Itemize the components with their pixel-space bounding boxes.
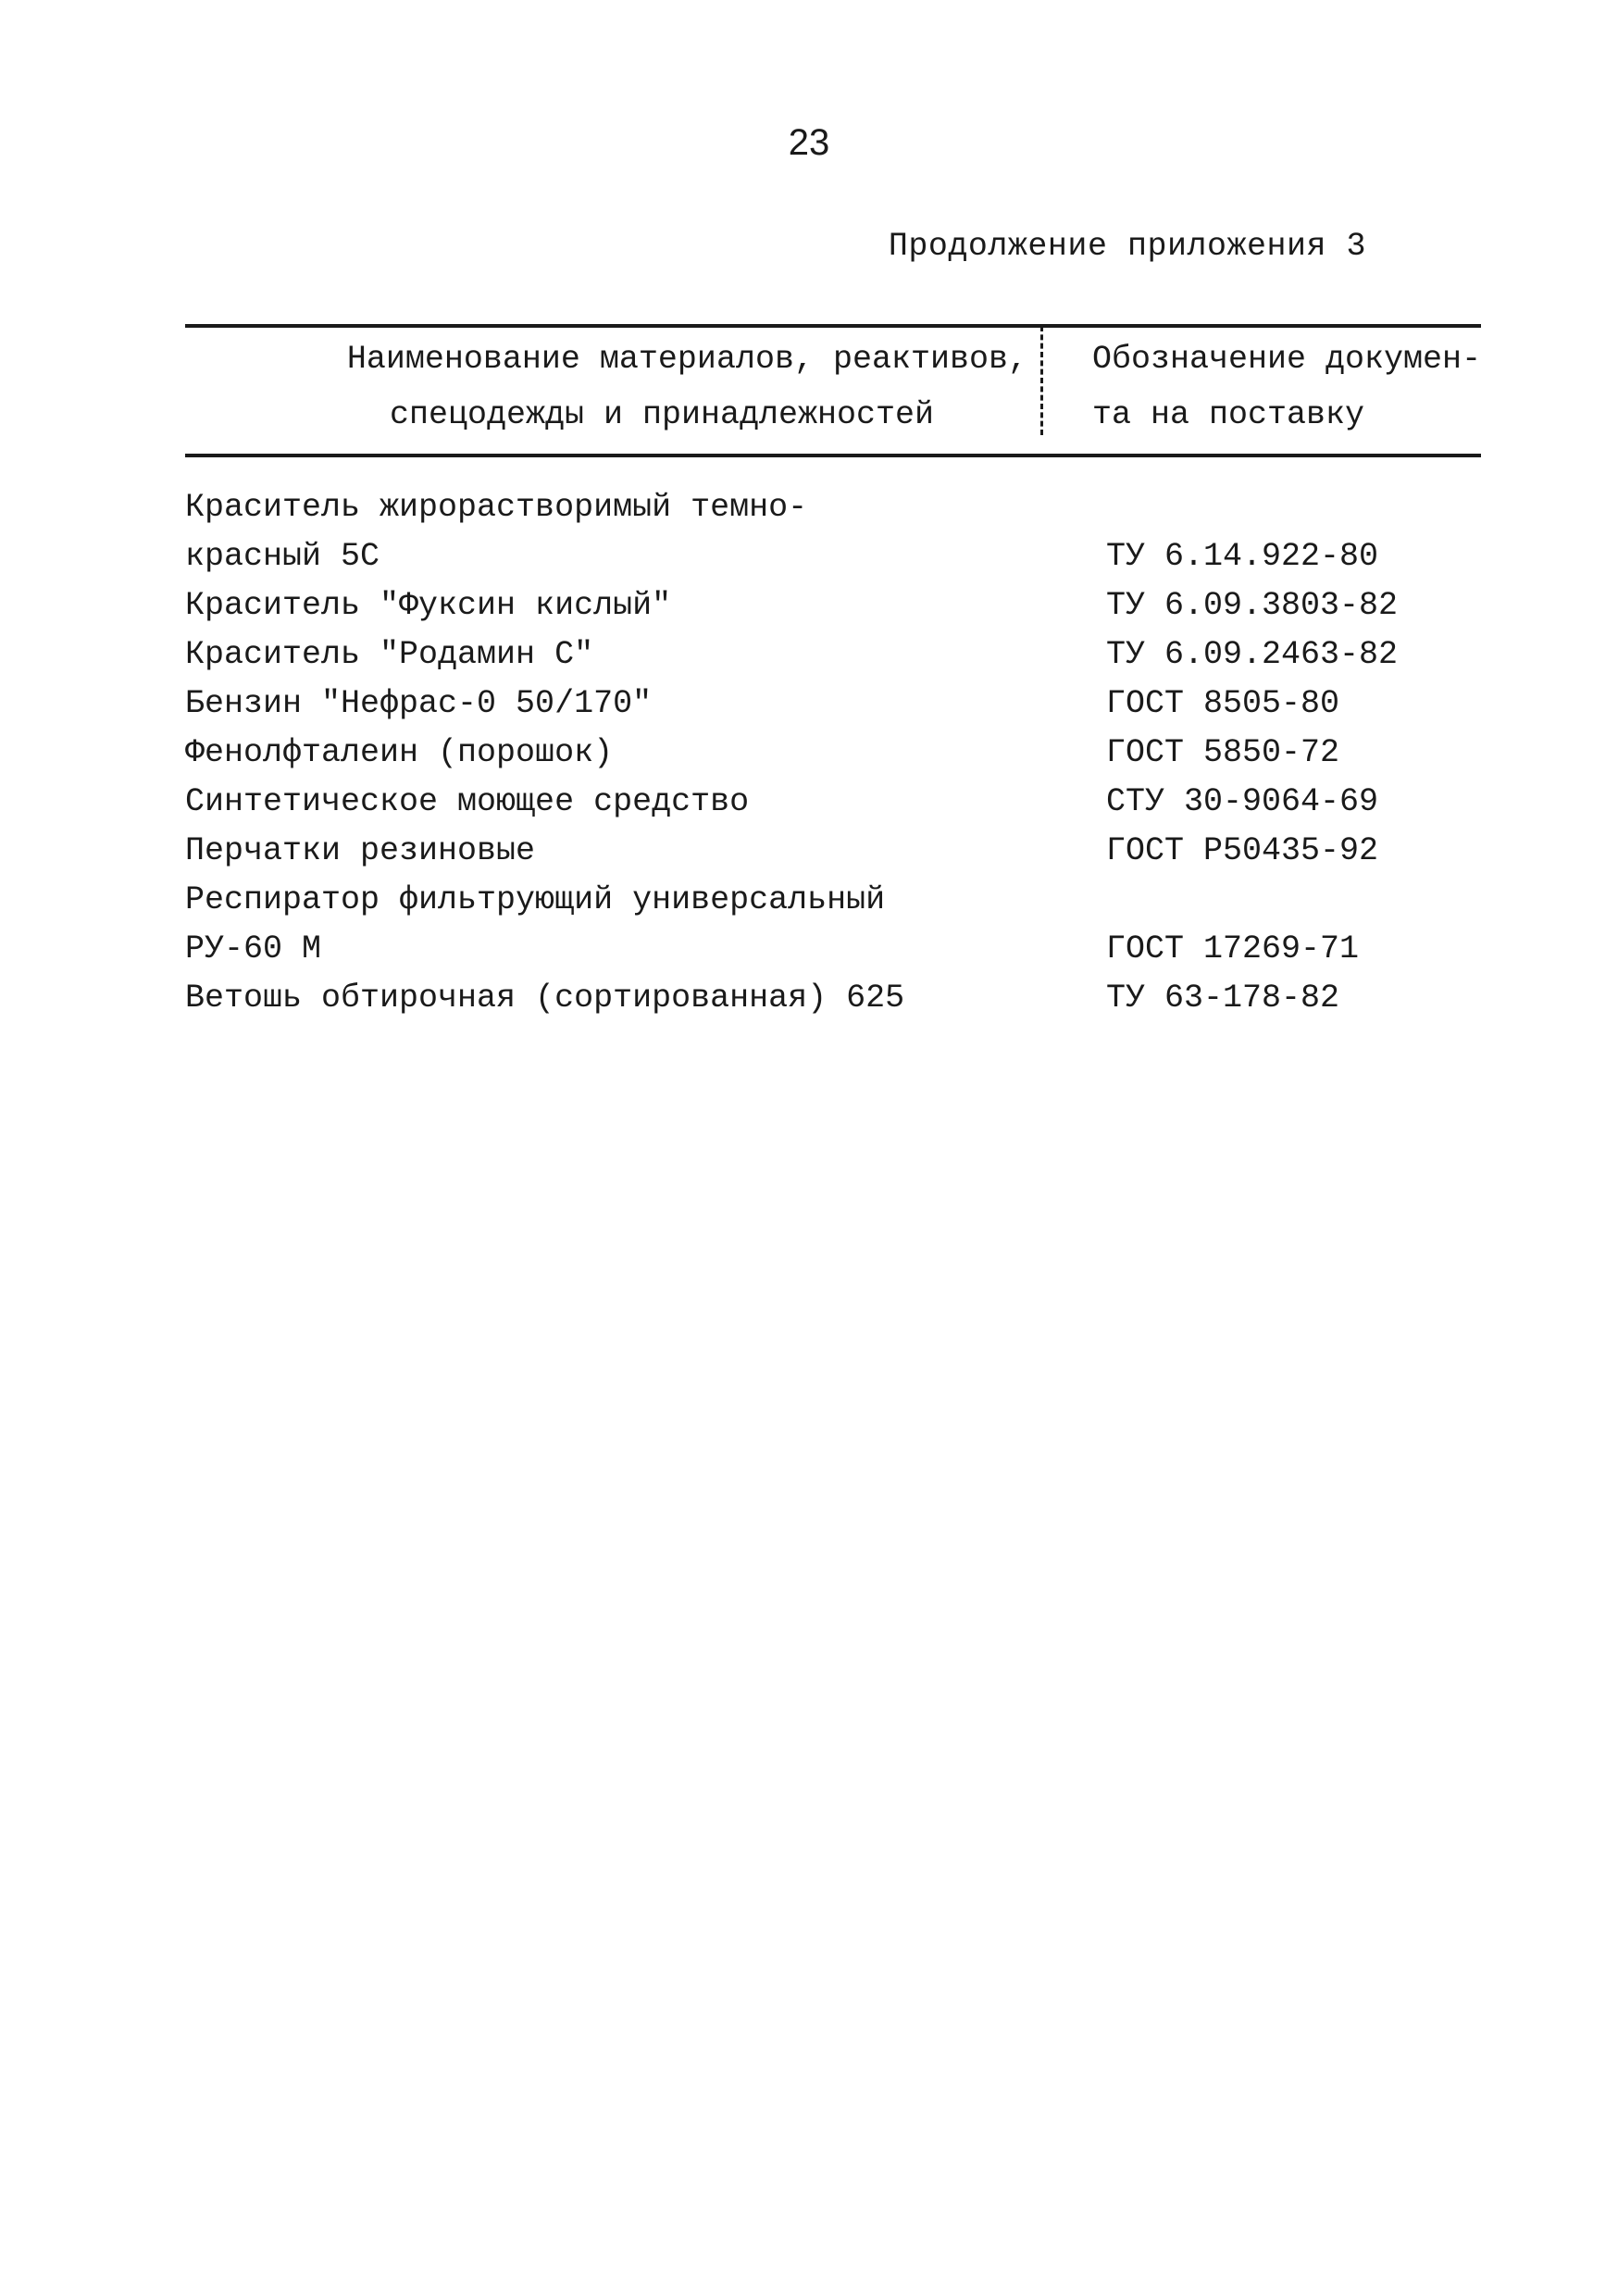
table-row: [185, 778, 1481, 827]
table-top-rule: [185, 324, 1481, 328]
material-name: Краситель жирорастворимый темно-: [185, 489, 808, 526]
table-row: [185, 581, 1481, 630]
page-number: 23: [788, 122, 830, 163]
continuation-title: Продолжение приложения 3: [888, 228, 1366, 265]
material-name: Синтетическое моющее средство: [185, 783, 750, 820]
material-name: Краситель "Родамин С": [185, 636, 594, 673]
table-row: [185, 483, 1481, 532]
material-name: Респиратор фильтрующий универсальный: [185, 881, 886, 918]
header-document-line2: та на поставку: [1092, 396, 1365, 433]
material-name: РУ-60 М: [185, 930, 322, 967]
table-row: [185, 729, 1481, 778]
document-ref: ГОСТ 5850-72: [1106, 734, 1340, 771]
column-separator: [1040, 326, 1043, 435]
material-name: красный 5С: [185, 538, 380, 575]
table-header-rule: [185, 454, 1481, 457]
table-row: [185, 532, 1481, 581]
header-materials: [185, 331, 1027, 443]
document-ref: ГОСТ 17269-71: [1106, 930, 1360, 967]
header-materials-line1: Наименование материалов, реактивов,: [346, 341, 1027, 378]
table-row: [185, 974, 1481, 1023]
document-ref: ГОСТ 8505-80: [1106, 685, 1340, 722]
document-ref: ТУ 6.14.922-80: [1106, 538, 1379, 575]
material-name: Ветошь обтирочная (сортированная) 625: [185, 980, 905, 1017]
material-name: Бензин "Нефрас-0 50/170": [185, 685, 653, 722]
document-ref: СТУ 30-9064-69: [1106, 783, 1379, 820]
material-name: Перчатки резиновые: [185, 832, 536, 869]
material-name: Фенолфталеин (порошок): [185, 734, 614, 771]
header-document: [1092, 331, 1481, 443]
document-ref: ТУ 63-178-82: [1106, 980, 1340, 1017]
document-ref: ТУ 6.09.3803-82: [1106, 587, 1399, 624]
table-row: [185, 827, 1481, 876]
table-row: [185, 876, 1481, 925]
table-row: [185, 925, 1481, 974]
document-ref: ГОСТ Р50435-92: [1106, 832, 1379, 869]
table-body: [185, 483, 1481, 1023]
table-row: [185, 680, 1481, 729]
document-ref: ТУ 6.09.2463-82: [1106, 636, 1399, 673]
header-materials-line2: спецодежды и принадлежностей: [389, 396, 935, 433]
header-document-line1: Обозначение докумен-: [1092, 341, 1482, 378]
material-name: Краситель "Фуксин кислый": [185, 587, 672, 624]
table-row: [185, 630, 1481, 680]
